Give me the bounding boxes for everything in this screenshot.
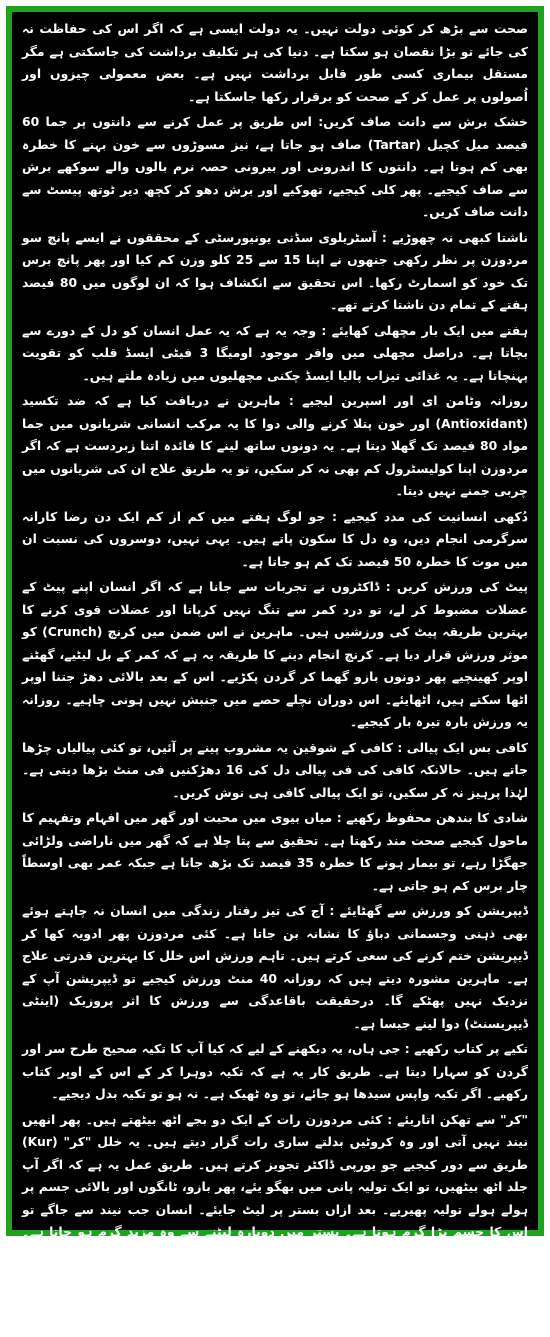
article-paragraph	[22, 737, 528, 805]
paragraph-text: آسٹریلوی سڈنی یونیورسٹی کے محققوں نے ایسے پانچ سو مردوزن پر نظر رکھی جنھوں نے اپنا 15 سے 25 کلو وزن کم کیا اور پھر پانچ برس تک خود کو اسمارٹ رکھا۔ اس تحقیق سے انکشاف ہوا کہ ان لوگوں میں 80 فیصد ہفتے کے تمام دن ناشتا کرتے تھے۔	[22, 229, 528, 312]
article-paragraph	[22, 227, 528, 317]
paragraph-text: ماہرین نے دریافت کیا ہے کہ ضد تکسید (Antioxidant) اور خون پتلا کرنے والی دوا کا یہ مرکب انسانی شریانوں میں جما مواد 80 فیصد تک گھلا دیتا ہے۔ یہ دونوں ساتھ لینے کا فائدہ اتنا زبردست ہے کہ اگر مردوزن اپنا کولیسٹرول کم بھی نہ کر سکیں، تو یہ طریق علاج ان کی شریانوں میں چربی جمنے نہیں دیتا۔	[22, 393, 528, 498]
paragraph-text: ڈاکٹروں نے تجربات سے جانا ہے کہ اگر انسان اپنے پیٹ کے عضلات مضبوط کر لے، تو درد کمر سے تنگ نہیں کرپاتا اور عضلات قوی کرنے کا بہترین طریقہ پیٹ کی ورزشیں ہیں۔ ماہرین نے اس ضمن میں کرنچ (Crunch) کو موثر ورزش قرار دیا ہے۔ کرنچ انجام دینے کا طریقہ یہ ہے کہ کمر کے بل لیٹیے، گھٹنے اوپر کھینچیے پھر دونوں بازو گھما کر گردن پکڑیے۔ اس کے بعد بالائی دھڑ جتنا اوپر اٹھا سکتے ہیں، اٹھایئے۔ اس دوران نچلے حصے میں جنبش نہیں ہونی چاہیے۔ روزانہ یہ ورزش بارہ تیرہ بار کیجیے۔	[22, 579, 529, 729]
paragraph-text: کئی مردوزن رات کے ایک دو بجے اٹھ بیٹھتے ہیں۔ پھر انھیں نیند نہیں آتی اور وہ کروٹیں بدلتے ساری رات گزار دیتے ہیں۔ یہ خلل "کر" (Kur) طریق سے دور کیجیے جو یورپی ڈاکٹر تجویز کرتے ہیں۔ طریق عمل یہ ہے کہ اگر آپ جلد اٹھ بیٹھیں، تو ایک تولیہ پانی میں بھگو یئے، پھر بازو، ٹانگوں اور بالائی جسم پر ہولے ہولے تولیہ پھیریے۔ بعد ازاں بستر پر لیٹ جایئے۔ انسان جب نیند سے جاگے تو اس کا جسم بڑا گرم ہوتا ہے۔ بستر میں دوبارہ لیٹنے سے وہ مزید گرم ہو جاتا ہے۔ چناں چہ تب گہری اور میٹھی نیند آتی ہے۔	[22, 1111, 528, 1262]
paragraph-heading: پیٹ کی ورزش کریں :	[385, 579, 528, 594]
paragraph-heading: کافی بس ایک پیالی :	[397, 739, 528, 755]
article-paragraph	[22, 900, 528, 1035]
paragraph-text: جی ہاں، یہ دیکھنے کے لیے کہ کیا آپ کا تکیہ صحیح طرح سر اور گردن کو سہارا دیتا ہے۔ طریق کار یہ ہے کہ تکیہ دوہرا کر کے اس کے اوپر کتاب رکھیے۔ اگر تکیہ واپس سیدھا ہو جائے، تو وہ ٹھیک ہے۔ نہ ہو تو تکیہ بدل دیجیے۔	[22, 1041, 528, 1101]
paragraph-heading: لیٹ کر اللہ کے ناموں کا ورد کیجیے :	[296, 1272, 528, 1287]
paragraph-heading: تکیے پر کتاب رکھیے :	[404, 1041, 528, 1056]
article-paragraph	[22, 1038, 528, 1106]
article-paragraph	[22, 807, 528, 897]
paragraph-text: وجہ یہ ہے کہ یہ عمل انسان کو دل کے دورے سے بچاتا ہے۔ دراصل مچھلی میں وافر موجود اومیگا 3 فیٹی ایسڈ قلب کو تقویت پہنچاتا ہے۔ یہ غذائی تیزاب پالیا ایسڈ چکنی مچھلیوں میں زیادہ ملتے ہیں۔	[22, 322, 528, 383]
article-paragraph	[22, 18, 528, 108]
paragraph-heading: دُکھی انسانیت کی مدد کیجیے :	[332, 508, 528, 524]
paragraph-text: جو لوگ ہفتے میں کم از کم ایک دن رضا کارانہ سرگرمی انجام دیں، وہ دل کا سکون پاتے ہیں۔ یہی نہیں، دوسروں کی نسبت ان میں موت کا خطرہ 50 فیصد تک کم ہو جاتا ہے۔	[22, 508, 528, 569]
paragraph-heading: "کر" سے تھکن اتاریئے :	[387, 1111, 529, 1127]
article-body	[22, 18, 528, 1337]
paragraph-heading: ہفتے میں ایک بار مچھلی کھایئے :	[321, 322, 528, 338]
article-paragraph	[22, 111, 528, 224]
paragraph-text: آج کی تیز رفتار زندگی میں انسان نہ چاہتے ہوئے بھی ذہنی وجسمانی دباؤ کا نشانہ بن جاتا ہے۔ کئی مردوزن پھر ادویہ کھا کر ڈیپریشن ختم کرنے کی سعی کرتے ہیں۔ تاہم ورزش اس خلل کا بہترین قدرتی علاج ہے۔ ماہرین مشورہ دیتے ہیں کہ روزانہ 40 منٹ ورزش کیجیے تو ڈیپریشن آپ کے نزدیک نہیں پھٹکے گا۔ درحقیقت باقاعدگی سے ورزش کا اثر پروزیک (اینٹی ڈیپریسنٹ) دوا لینے جیسا ہے۔	[22, 903, 528, 1031]
article-paragraph	[22, 1109, 528, 1267]
article-paragraph	[22, 506, 528, 574]
article-paragraph	[22, 1269, 528, 1337]
paragraph-heading: روزانہ وٹامن ای اور اسپرین لیجیے :	[288, 393, 528, 408]
paragraph-text: جلد ہی جلد کو آرام اور آنکھوں کو سکون محسوس ہوگا۔ عام تجربہ یہ ہے کہ نیند نہ بھی آرہی ہو تو شیطان اللہ کے ناموں سے گھبرا کر انسان کو لوری دے کر سلا دیتا ہے۔ آپ بھی لوری کا مزہ لے کر دیکھیے۔	[22, 1272, 528, 1332]
paragraph-heading: ناشتا کبھی نہ چھوڑیے :	[381, 229, 529, 245]
paragraph-text: صحت سے بڑھ کر کوئی دولت نہیں۔ یہ دولت ایسی ہے کہ اگر اس کی حفاظت نہ کی جائے تو بڑا نقصان ہو سکتا ہے۔ دنیا کی ہر تکلیف برداشت کی جاسکتی ہے مگر مستقل بیماری کسی طور قابل برداشت نہیں ہے۔ بعض معمولی چیزوں اور اُصولوں پر عمل کر کے صحت کو برقرار رکھا جاسکتا ہے۔	[22, 21, 528, 104]
paragraph-text: میاں بیوی میں محبت اور گھر میں افہام وتفہیم کا ماحول کیجیے صحت مند رکھتا ہے۔ تحقیق سے پتا چلا ہے کہ گھر میں ناراضی ولڑائی جھگڑا رہے، تو بیمار ہونے کا خطرہ 35 فیصد تک بڑھ جاتا ہے جبکہ عمر بھی اوسطاً چار برس کم ہو جاتی ہے۔	[22, 810, 528, 893]
paragraph-heading: ڈیپریشن کو ورزش سے گھٹایئے :	[329, 903, 528, 918]
paragraph-heading: خشک برش سے دانت صاف کریں:	[318, 114, 528, 129]
article-paragraph	[22, 390, 528, 503]
paragraph-heading: شادی کا بندھن محفوظ رکھیے :	[336, 810, 528, 825]
article-border	[6, 6, 544, 1332]
article-paragraph	[22, 320, 528, 388]
paragraph-text: اس طریق پر عمل کرنے سے دانتوں پر جما 60 فیصد میل کچیل (Tartar) صاف ہو جاتا ہے، نیز مسوڑوں سے خون بہنے کا خطرہ بھی کم ہوتا ہے۔ دانتوں کا اندرونی اور بیرونی حصہ نرم بالوں والے سوکھے برش سے صاف کیجیے۔ پھر کلی کیجیے، تھوکیے اور برش دھو کر کچھ دیر ٹوتھ پیسٹ سے دانت صاف کریں۔	[22, 114, 528, 219]
article-paragraph	[22, 576, 528, 734]
paragraph-text: کافی کے شوقین یہ مشروب پینے پر آئیں، تو کئی پیالیاں چڑھا جاتے ہیں۔ حالانکہ کافی کی فی پیالی دل کی 16 دھڑکنیں فی منٹ بڑھا دیتی ہے۔ لہٰذا پرہیز نہ کر سکیں، تو ایک پیالی کافی ہی نوش کریں۔	[22, 739, 528, 800]
